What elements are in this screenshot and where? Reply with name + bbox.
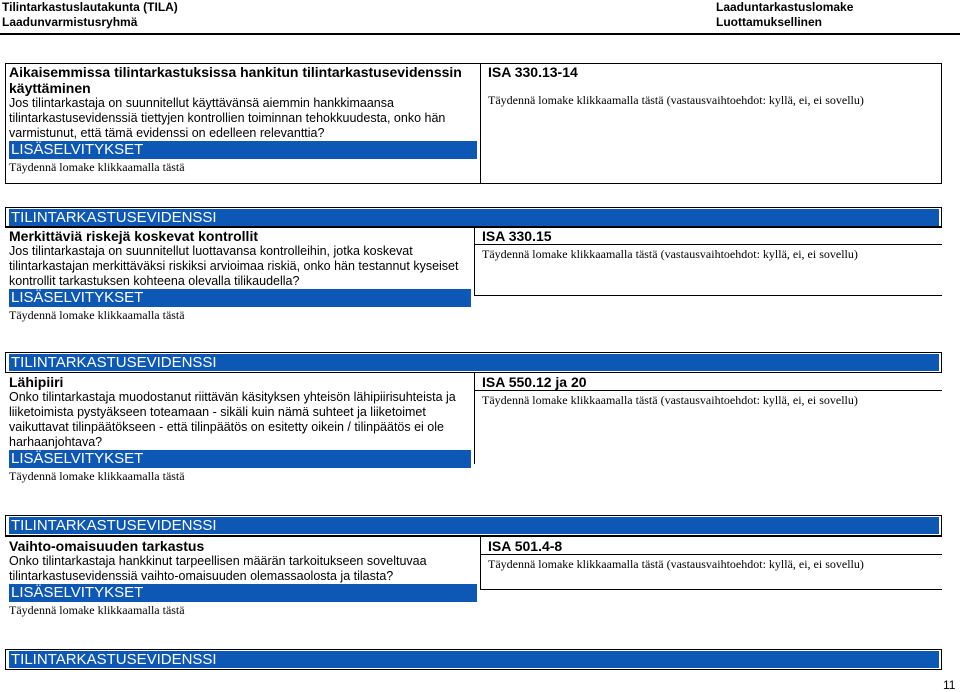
- answer-field[interactable]: Täydennä lomake klikkaamalla tästä (vastausvaihtoehdot: kyllä, ei, ei sovellu): [482, 393, 858, 407]
- additional-info-field[interactable]: Täydennä lomake klikkaamalla tästä: [9, 160, 185, 174]
- section-4-right: [488, 538, 938, 572]
- group-name: Laadunvarmistusryhmä: [2, 15, 138, 29]
- question-text: Onko tilintarkastaja hankkinut tarpeellisen määrän tarkoitukseen soveltuvaa tilintarkastusevidenssiä vaihto-omaisuuden olemassaolosta ja tilasta?: [9, 554, 427, 583]
- question-text: Onko tilintarkastaja muodostanut riittävän käsityksen yhteisön lähipiirisuhteista ja liiketoimista pystyäkseen toteamaan - sikäli kuin nämä suhteet ja liiketoimet vaikuttavat tilinpäätökseen - että tilinpäätös on esitetty oikein / tilinpäätös ei ole harhaanjohtava?: [9, 390, 456, 449]
- header-left: [2, 0, 178, 30]
- additional-info-field[interactable]: Täydennä lomake klikkaamalla tästä: [9, 603, 185, 617]
- classification: Luottamuksellinen: [716, 15, 823, 29]
- isa-reference: ISA 550.12 ja 20: [482, 374, 587, 390]
- section-3-right: [482, 374, 938, 408]
- evidence-label[interactable]: TILINTARKASTUSEVIDENSSI: [9, 517, 939, 534]
- answer-field[interactable]: Täydennä lomake klikkaamalla tästä (vastausvaihtoehdot: kyllä, ei, ei sovellu): [488, 557, 864, 571]
- question-text: Jos tilintarkastaja on suunnitellut käyttävänsä aiemmin hankkimaansa tilintarkastusevidenssiä tiettyjen kontrollien toiminnan tehokkuudesta, onko hän varmistunut, että tämä evidenssi on edelleen relevanttia?: [9, 96, 446, 140]
- additional-info-label: LISÄSELVITYKSET: [9, 584, 477, 602]
- section-heading: Vaihto-omaisuuden tarkastus: [9, 538, 205, 554]
- section-1-divider: [480, 63, 481, 184]
- form-title: Laaduntarkastuslomake: [716, 0, 854, 14]
- section-1-right: [488, 64, 938, 108]
- answer-field[interactable]: Täydennä lomake klikkaamalla tästä (vastausvaihtoehdot: kyllä, ei, ei sovellu): [482, 247, 858, 261]
- section-3-left: [9, 374, 471, 484]
- isa-reference: ISA 501.4-8: [488, 538, 563, 554]
- additional-info-label: LISÄSELVITYKSET: [9, 289, 471, 307]
- isa-reference: ISA 330.15: [482, 228, 552, 244]
- section-3-divider: [474, 372, 475, 464]
- section-2-right: [482, 228, 938, 262]
- section-1-left: [9, 64, 477, 175]
- section-heading: Aikaisemmissa tilintarkastuksissa hankitun tilintarkastusevidenssin käyttäminen: [9, 64, 462, 96]
- additional-info-label: LISÄSELVITYKSET: [9, 450, 471, 468]
- rule: [5, 536, 942, 537]
- section-heading: Merkittäviä riskejä koskevat kontrollit: [9, 228, 258, 244]
- isa-reference: ISA 330.13-14: [488, 64, 578, 80]
- page-number: 11: [943, 678, 956, 692]
- evidence-label[interactable]: TILINTARKASTUSEVIDENSSI: [9, 209, 939, 226]
- org-name: Tilintarkastuslautakunta (TILA): [2, 0, 178, 14]
- rule: [480, 589, 942, 590]
- rule: [474, 295, 942, 296]
- section-heading: Lähipiiri: [9, 374, 64, 390]
- answer-field[interactable]: Täydennä lomake klikkaamalla tästä (vastausvaihtoehdot: kyllä, ei, ei sovellu): [488, 93, 864, 107]
- section-4-left: [9, 538, 477, 618]
- header-divider: [0, 33, 960, 35]
- section-2-divider: [474, 226, 475, 296]
- additional-info-field[interactable]: Täydennä lomake klikkaamalla tästä: [9, 308, 185, 322]
- additional-info-field[interactable]: Täydennä lomake klikkaamalla tästä: [9, 469, 185, 483]
- evidence-label[interactable]: TILINTARKASTUSEVIDENSSI: [9, 354, 939, 371]
- section-4-divider: [480, 536, 481, 590]
- section-2-left: [9, 228, 471, 323]
- additional-info-label: LISÄSELVITYKSET: [9, 141, 477, 159]
- header-right: [716, 0, 853, 30]
- evidence-label[interactable]: TILINTARKASTUSEVIDENSSI: [9, 651, 939, 668]
- question-text: Jos tilintarkastaja on suunnitellut luottavansa kontrolleihin, jotka koskevat tilintarkastajan merkittäväksi riskiksi arvioimaa riskiä, onko hän testannut kyseiset kontrollit tarkastuksen kohteena olevalla tilikaudella?: [9, 244, 459, 288]
